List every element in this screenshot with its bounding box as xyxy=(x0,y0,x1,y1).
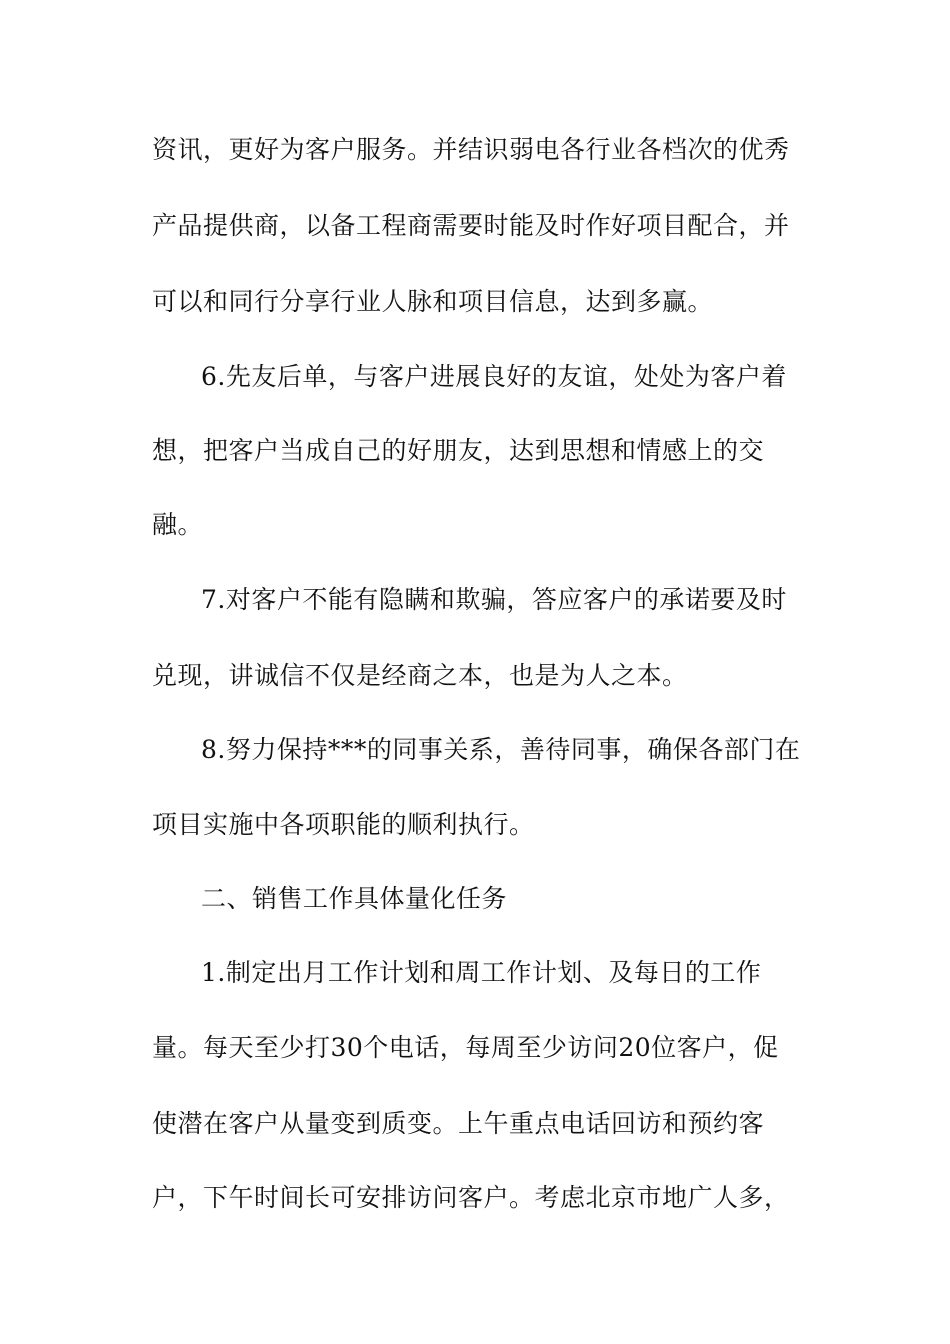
paragraph-line: 使潜在客户从量变到质变。上午重点电话回访和预约客 xyxy=(152,1109,765,1138)
paragraph-line: 兑现，讲诚信不仅是经商之本，也是为人之本。 xyxy=(152,661,688,690)
paragraph-line: 产品提供商，以备工程商需要时能及时作好项目配合，并 xyxy=(152,211,790,240)
paragraph-line: 资讯，更好为客户服务。并结识弱电各行业各档次的优秀 xyxy=(152,135,790,164)
paragraph-line: 6.先友后单，与客户进展良好的友谊，处处为客户着 xyxy=(201,362,787,391)
paragraph-line: 户，下午时间长可安排访问客户。考虑北京市地广人多， xyxy=(152,1183,790,1212)
paragraph-line: 量。每天至少打30个电话，每周至少访问20位客户，促 xyxy=(152,1033,779,1062)
paragraph-line: 融。 xyxy=(152,510,204,539)
paragraph-line: 1.制定出月工作计划和周工作计划、及每日的工作 xyxy=(201,958,762,987)
paragraph-line: 项目实施中各项职能的顺利执行。 xyxy=(152,810,535,839)
paragraph-line: 7.对客户不能有隐瞒和欺骗，答应客户的承诺要及时 xyxy=(201,585,787,614)
paragraph-line: 可以和同行分享行业人脉和项目信息，达到多赢。 xyxy=(152,287,714,316)
section-heading: 二、销售工作具体量化任务 xyxy=(201,884,508,913)
paragraph-line: 想，把客户当成自己的好朋友，达到思想和情感上的交 xyxy=(152,436,765,465)
paragraph-line: 8.努力保持***的同事关系，善待同事，确保各部门在 xyxy=(201,735,801,764)
